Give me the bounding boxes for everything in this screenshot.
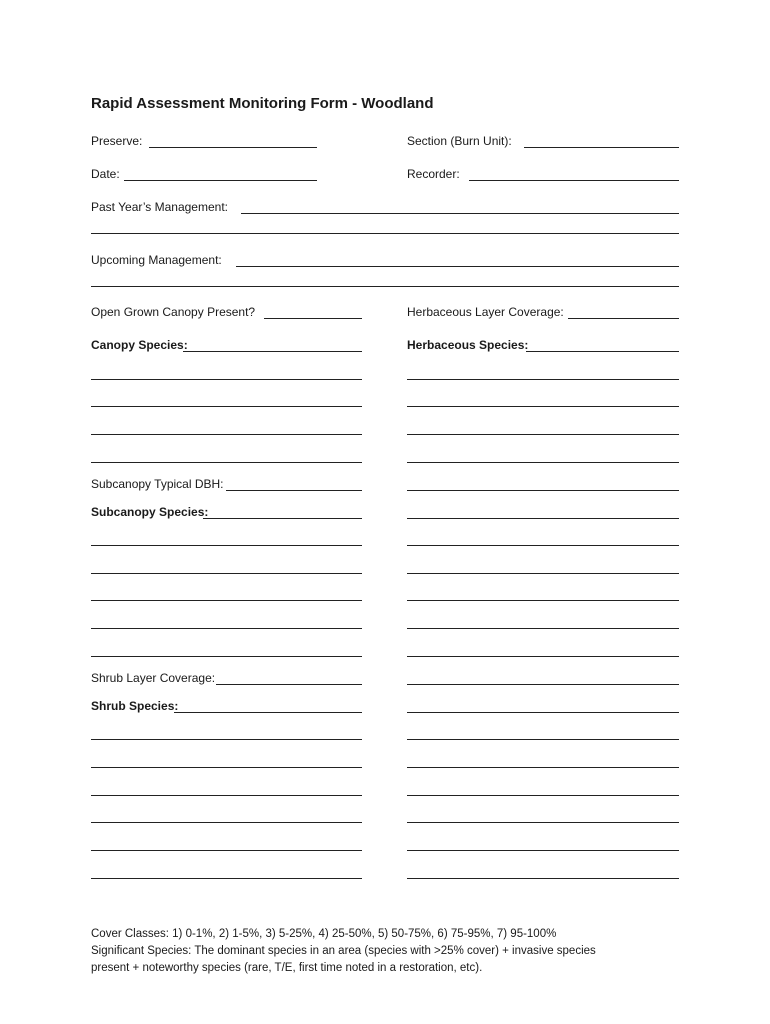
canopy-line[interactable]	[91, 379, 362, 380]
herbaceous-line[interactable]	[407, 518, 679, 519]
shrub-line[interactable]	[91, 850, 362, 851]
herbaceous-line[interactable]	[407, 490, 679, 491]
shrub-line[interactable]	[91, 822, 362, 823]
shrub-species-line[interactable]	[174, 712, 362, 713]
herbaceous-line[interactable]	[407, 379, 679, 380]
date-line[interactable]	[124, 180, 317, 181]
herbaceous-line[interactable]	[407, 878, 679, 879]
past-management-line-1[interactable]	[241, 213, 679, 214]
date-label: Date:	[91, 167, 120, 181]
herbaceous-line[interactable]	[407, 822, 679, 823]
subcanopy-dbh-label: Subcanopy Typical DBH:	[91, 477, 224, 491]
canopy-species-line[interactable]	[183, 351, 362, 352]
herbaceous-line[interactable]	[407, 573, 679, 574]
shrub-species-label: Shrub Species:	[91, 699, 179, 713]
subcanopy-line[interactable]	[91, 656, 362, 657]
cover-classes-note: Cover Classes: 1) 0-1%, 2) 1-5%, 3) 5-25%, 4) 25-50%, 5) 50-75%, 6) 75-95%, 7) 95-100%	[91, 928, 557, 940]
form-title: Rapid Assessment Monitoring Form - Woodland	[91, 95, 434, 112]
shrub-line[interactable]	[91, 795, 362, 796]
herbaceous-line[interactable]	[407, 767, 679, 768]
preserve-line[interactable]	[149, 147, 317, 148]
open-grown-canopy-label: Open Grown Canopy Present?	[91, 305, 256, 319]
subcanopy-line[interactable]	[91, 545, 362, 546]
preserve-label: Preserve:	[91, 134, 143, 148]
recorder-line[interactable]	[469, 180, 679, 181]
open-grown-canopy-line[interactable]	[264, 318, 362, 319]
significant-species-note-line-2: present + noteworthy species (rare, T/E, first time noted in a restoration, etc).	[91, 962, 483, 974]
subcanopy-line[interactable]	[91, 600, 362, 601]
subcanopy-dbh-line[interactable]	[226, 490, 362, 491]
subcanopy-species-label: Subcanopy Species:	[91, 505, 209, 519]
canopy-species-label: Canopy Species:	[91, 338, 188, 352]
upcoming-management-label: Upcoming Management:	[91, 253, 222, 267]
herbaceous-line[interactable]	[407, 600, 679, 601]
herbaceous-line[interactable]	[407, 545, 679, 546]
herbaceous-line[interactable]	[407, 434, 679, 435]
shrub-coverage-line[interactable]	[216, 684, 362, 685]
upcoming-management-line-1[interactable]	[236, 266, 679, 267]
herbaceous-line[interactable]	[407, 684, 679, 685]
shrub-line[interactable]	[91, 739, 362, 740]
herbaceous-line[interactable]	[407, 712, 679, 713]
subcanopy-species-line[interactable]	[203, 518, 362, 519]
subcanopy-line[interactable]	[91, 573, 362, 574]
past-management-label: Past Year’s Management:	[91, 200, 228, 214]
herbaceous-coverage-label: Herbaceous Layer Coverage:	[407, 305, 564, 319]
shrub-line[interactable]	[91, 767, 362, 768]
upcoming-management-line-2[interactable]	[91, 286, 679, 287]
herbaceous-line[interactable]	[407, 739, 679, 740]
herbaceous-line[interactable]	[407, 795, 679, 796]
section-line[interactable]	[524, 147, 679, 148]
herbaceous-line[interactable]	[407, 656, 679, 657]
herbaceous-species-line[interactable]	[526, 351, 679, 352]
herbaceous-coverage-line[interactable]	[568, 318, 679, 319]
herbaceous-line[interactable]	[407, 406, 679, 407]
canopy-line[interactable]	[91, 406, 362, 407]
section-label: Section (Burn Unit):	[407, 134, 512, 148]
shrub-line[interactable]	[91, 878, 362, 879]
herbaceous-line[interactable]	[407, 628, 679, 629]
shrub-coverage-label: Shrub Layer Coverage:	[91, 671, 216, 685]
recorder-label: Recorder:	[407, 167, 460, 181]
canopy-line[interactable]	[91, 434, 362, 435]
herbaceous-line[interactable]	[407, 850, 679, 851]
past-management-line-2[interactable]	[91, 233, 679, 234]
herbaceous-line[interactable]	[407, 462, 679, 463]
subcanopy-line[interactable]	[91, 628, 362, 629]
canopy-line[interactable]	[91, 462, 362, 463]
significant-species-note-line-1: Significant Species: The dominant species in an area (species with >25% cover) + invasive species	[91, 945, 596, 957]
herbaceous-species-label: Herbaceous Species:	[407, 338, 529, 352]
